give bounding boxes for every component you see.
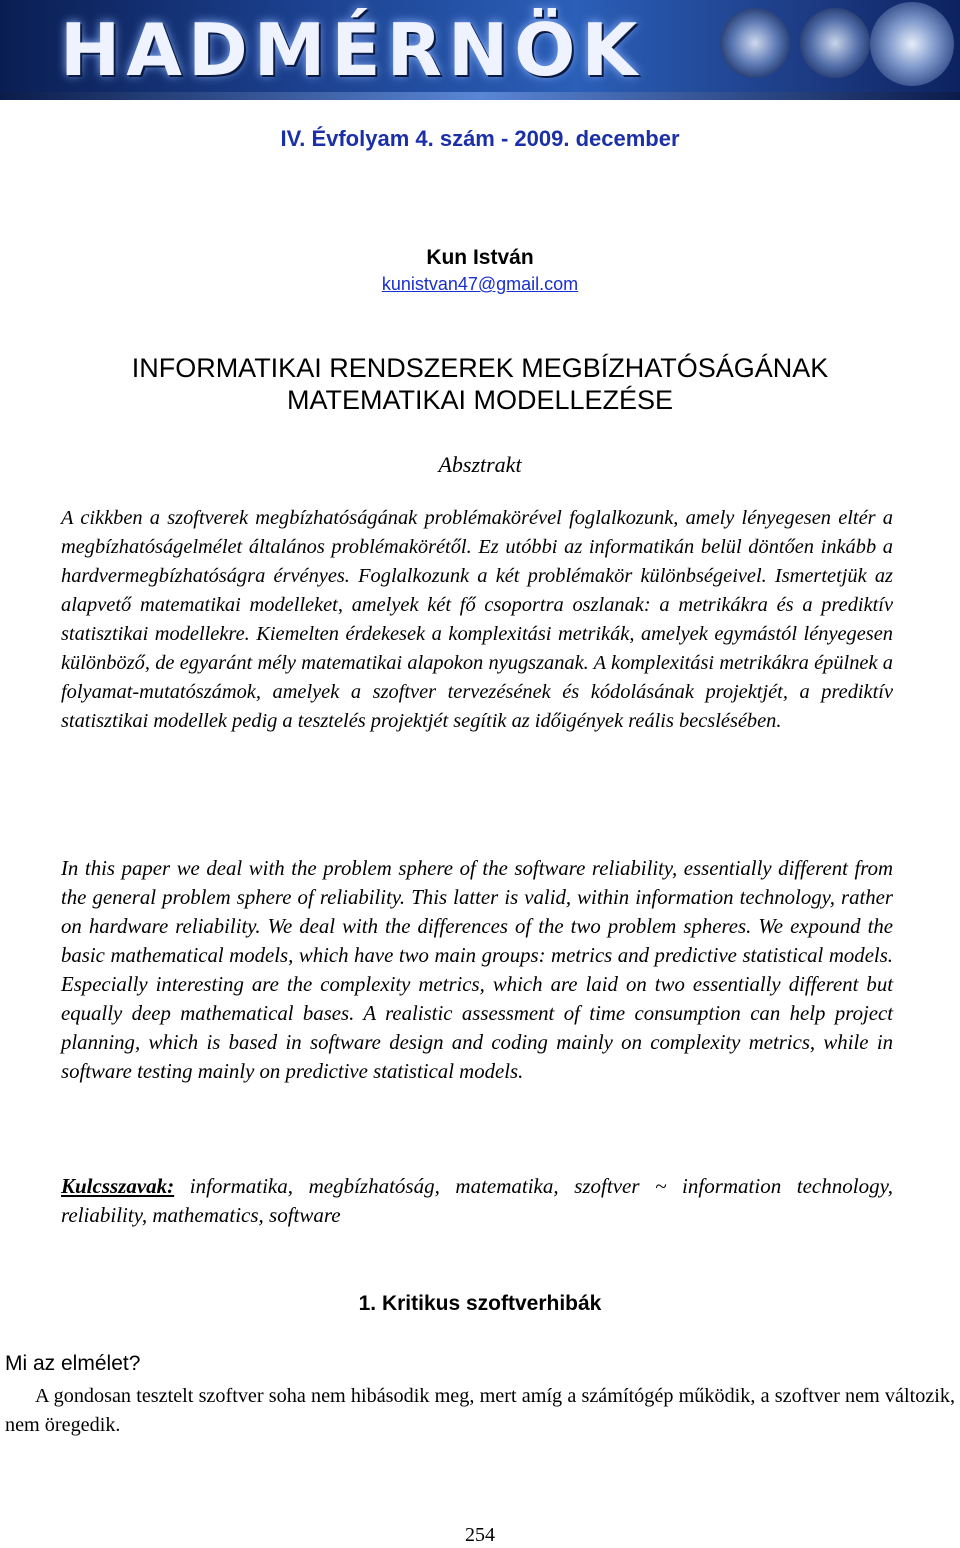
keywords [61,1172,893,1230]
paper-title-line-1: INFORMATIKAI RENDSZEREK MEGBÍZHATÓSÁGÁNAK [131,353,829,383]
journal-banner [0,0,960,100]
author-name: Kun István [426,246,534,269]
journal-logo-text: HADMÉRNÖK [60,8,644,92]
body-paragraph [5,1382,955,1440]
abstract-hungarian: A cikkben a szoftverek megbízhatóságának problémakörével foglalkozunk, amely lényegesen eltér a megbízhatóságelmélet általános problémakörétől. Ez utóbbi az informatikán belül döntően inkább a hardvermegbízhatóságra érvényes. Foglalkozunk a két problémakör különbségeivel. Ismertetjük az alapvető matematikai modelleket, amelyek két fő csoportra oszlanak: a metrikákra és a prediktív statisztikai modellekre. Kiemelten érdekesek a komplexitási metrikák, amelyek egymástól lényegesen különböző, de egyaránt mély matematikai alapokon nyugszanak. A komplexitási metrikákra épülnek a folyamat-mutatószámok, amelyek a szoftver tervezésének és kódolásának projektjét, a prediktív statisztikai modellek pedig a tesztelés projektjét segítik az időigények reális becslésében. [61,507,893,732]
paper-title-line-2: MATEMATIKAI MODELLEZÉSE [286,385,674,415]
body-paragraph-text: A gondosan tesztelt szoftver soha nem hibásodik meg, mert amíg a számítógép működik, a szoftver nem változik, nem öregedik. [5,1385,955,1436]
issue-line: IV. Évfolyam 4. szám - 2009. december [280,126,680,151]
banner-divider [0,92,960,100]
subsection-heading: Mi az elmélet? [5,1352,141,1375]
abstract-english: In this paper we deal with the problem sphere of the software reliability, essentially different from the general problem sphere of reliability. This latter is valid, within information technology, rather on hardware reliability. We deal with the differences of the two problem spheres. We expound the basic mathematical models, which have two main groups: metrics and predictive statistical models. Especially interesting are the complexity metrics, which are laid on two essentially different but equally deep mathematical bases. A realistic assessment of time consumption can help project planning, which is based in software design and coding mainly on complexity metrics, while in software testing mainly on predictive statistical models. [61,857,893,1083]
paper-title [0,352,960,416]
keywords-text: informatika, megbízhatóság, matematika, szoftver ~ information technology, reliability, mathematics, software [61,1174,893,1227]
page-number: 254 [465,1524,495,1546]
globe-icon [800,8,870,78]
section-heading: 1. Kritikus szoftverhibák [358,1292,602,1315]
keywords-label: Kulcsszavak: [61,1174,175,1198]
gear-emblem-icon [870,2,954,86]
emblem-icon [720,8,790,78]
abstract-heading: Absztrakt [438,452,522,477]
author-email-link[interactable]: kunistvan47@gmail.com [381,274,579,294]
